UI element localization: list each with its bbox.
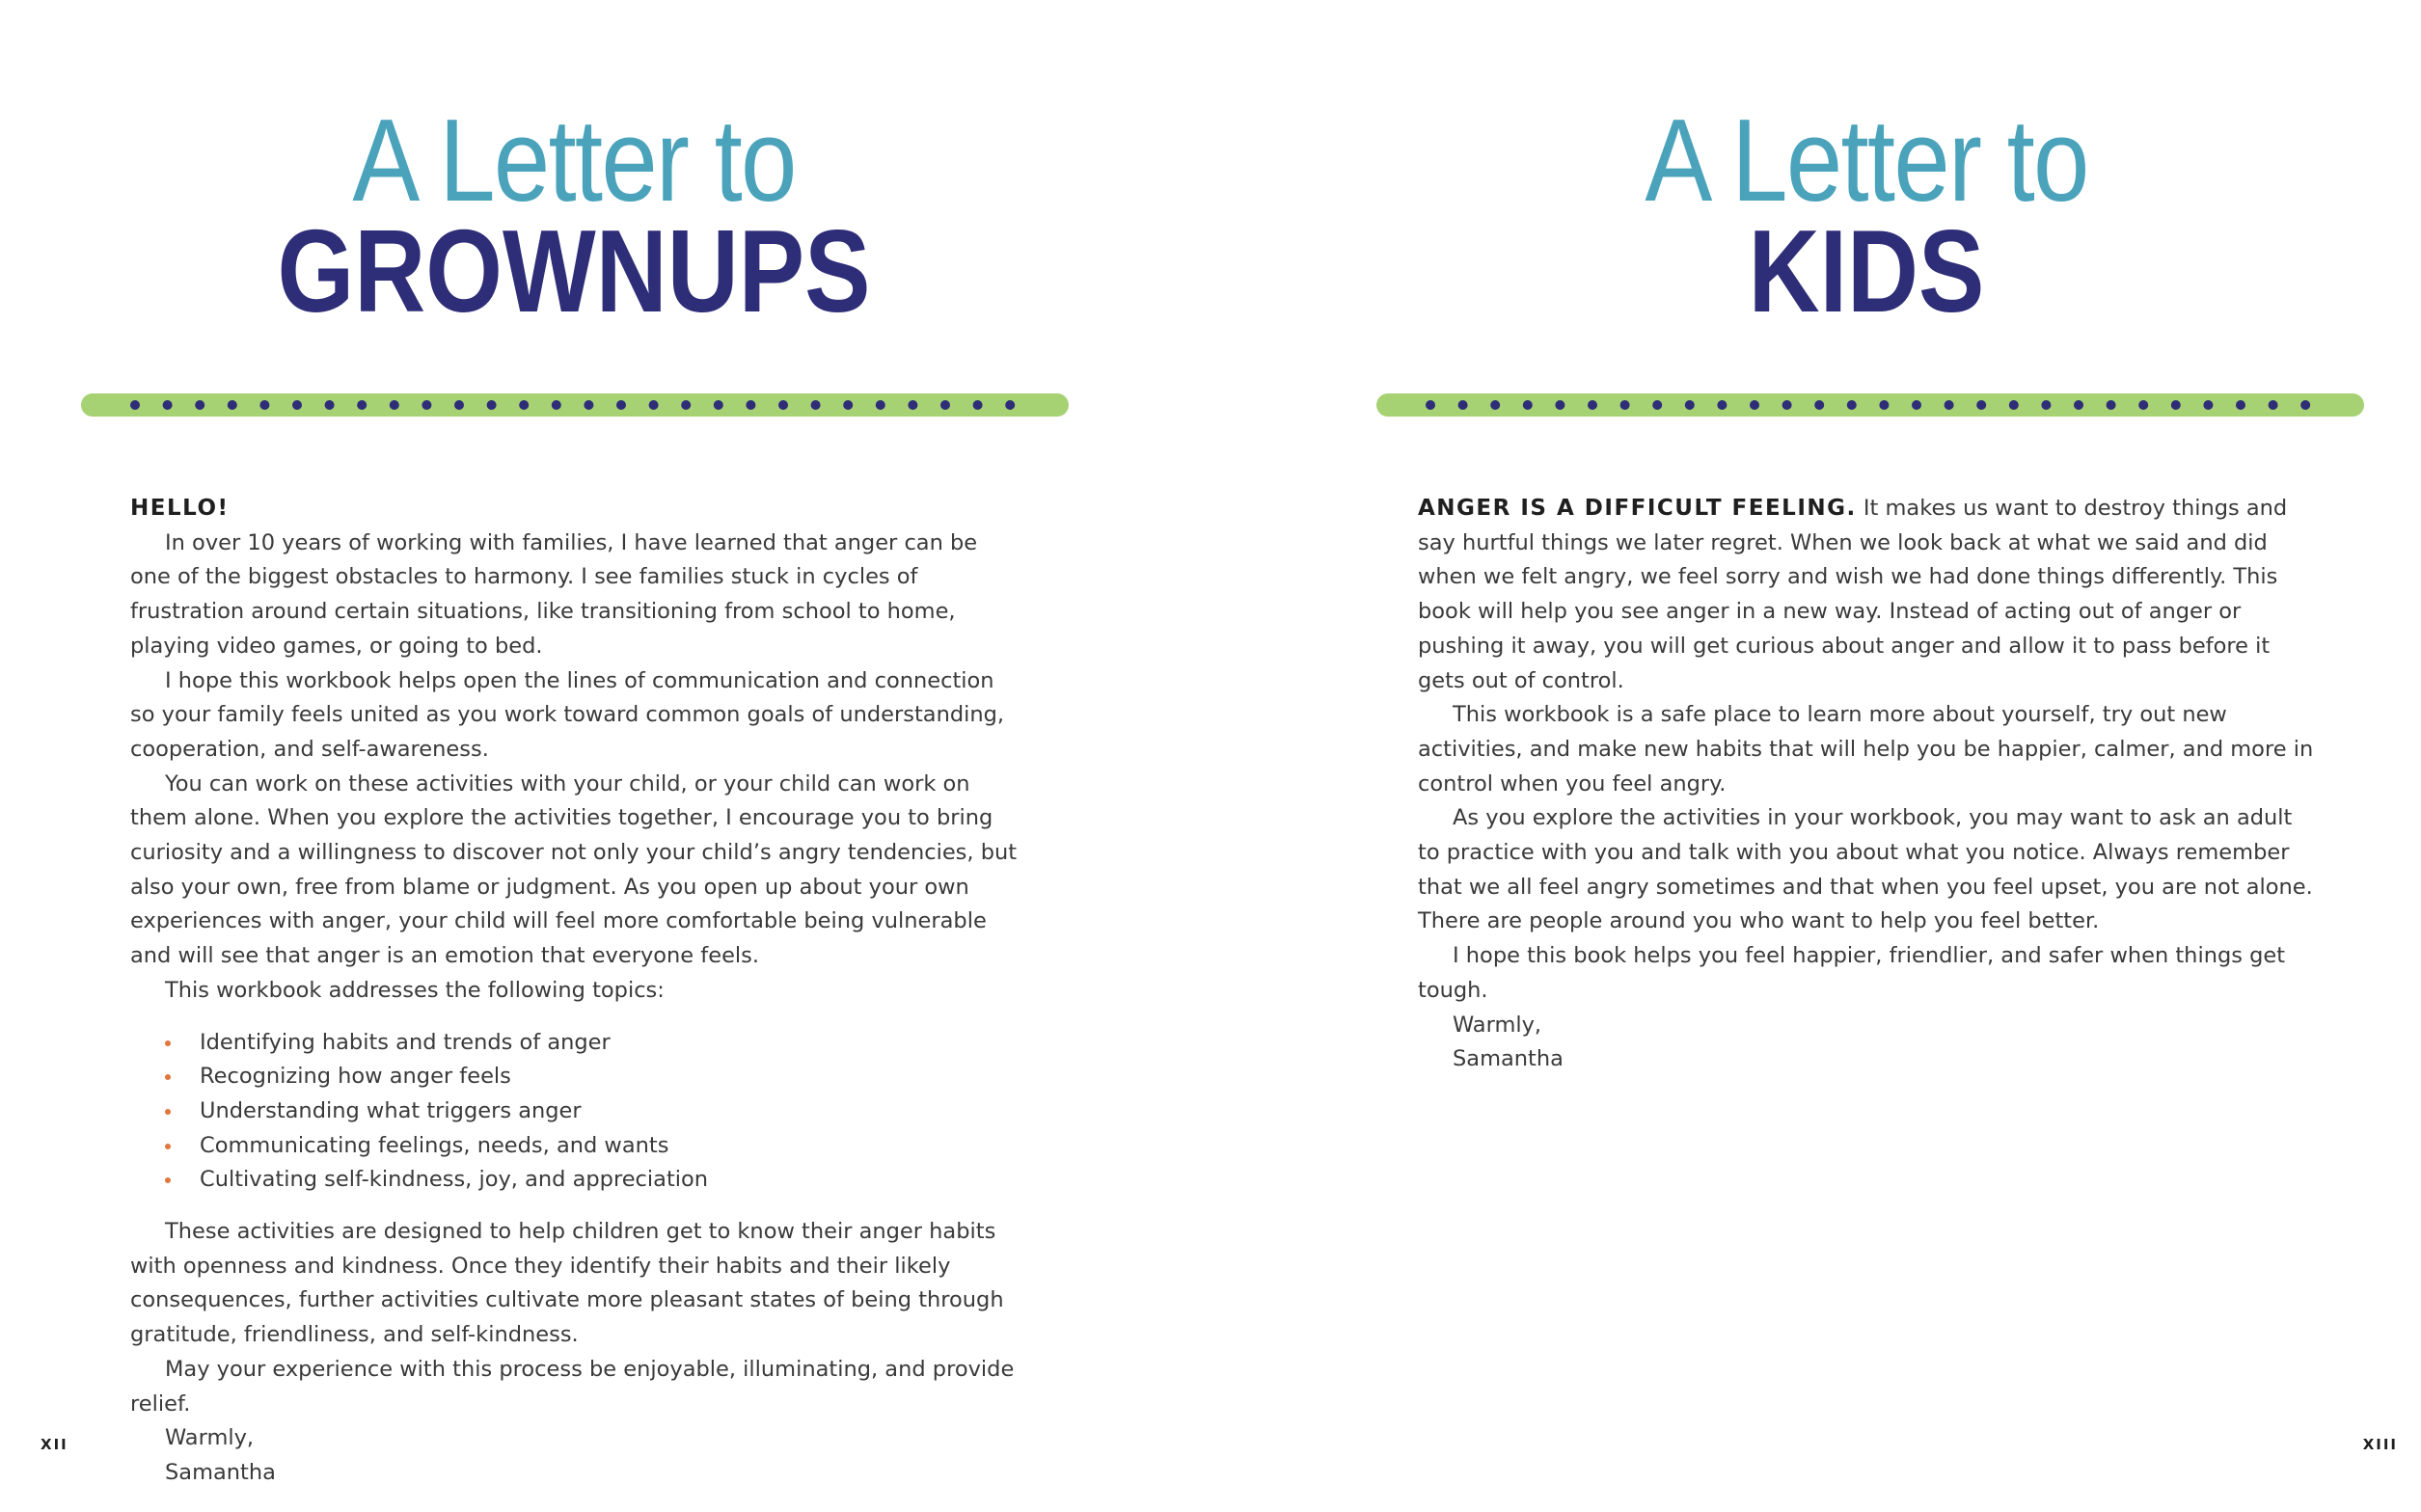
right-page — [1210, 0, 2421, 1512]
topic-text: Understanding what triggers anger — [200, 1097, 582, 1123]
signature: Samantha — [1453, 1046, 1564, 1072]
divider-dot — [908, 400, 917, 410]
list-item — [165, 1094, 1018, 1129]
divider-dot — [422, 400, 431, 410]
divider-dot — [2203, 400, 2213, 410]
divider-dot — [1976, 400, 1986, 410]
divider-dot — [1685, 400, 1695, 410]
right-dotted-divider — [1374, 386, 2366, 424]
divider-dot — [876, 400, 885, 410]
lead-text: It makes us want to destroy things and say hurtful things we later regret. When we look back at what we said and did when we felt angry, we feel sorry and wish we had done things differently. This book will help you see anger in a new way. Instead of acting out of anger or pushing it away, you will get curious about anger and allow it to pass before it gets out of control. — [1418, 496, 2288, 693]
page-number-left: XII — [41, 1436, 68, 1453]
divider-dot — [1426, 400, 1435, 410]
list-item — [165, 1060, 1018, 1094]
list-item — [165, 1026, 1018, 1061]
divider-dot — [1490, 400, 1500, 410]
paragraph-2: I hope this workbook helps open the lines of communication and connection so your family feels united as you work toward common goals of understanding, cooperation, and self-awareness. — [130, 667, 1005, 762]
paragraph-5: These activities are designed to help children get to know their anger habits with openness and kindness. Once they identify their habits and their likely consequences, further activities cultivate more pleasant states of being through gratitude, friendliness, and self-kindness. — [130, 1219, 1004, 1348]
paragraph-2: As you explore the activities in your workbook, you may want to ask an adult to practice with you and talk with you about what you notice. Always remember that we all feel angry sometimes and that when you feel upset, you are not alone. There are people around you who want to help you feel better. — [1418, 805, 2313, 934]
divider-dot — [2107, 400, 2116, 410]
divider-dot — [2009, 400, 2019, 410]
bullet-icon — [165, 1177, 171, 1183]
divider-dot — [1652, 400, 1662, 410]
divider-dot — [1523, 400, 1533, 410]
divider-dot — [778, 400, 788, 410]
divider-dot — [1847, 400, 1857, 410]
bullet-icon — [165, 1040, 171, 1046]
bullet-icon — [165, 1144, 171, 1149]
topic-text: Recognizing how anger feels — [200, 1064, 511, 1090]
bullet-icon — [165, 1074, 171, 1080]
divider-dot — [1912, 400, 1921, 410]
right-title-line2: KIDS — [1748, 205, 1985, 337]
divider-dot — [811, 400, 821, 410]
divider-dot — [259, 400, 269, 410]
divider-dot — [714, 400, 723, 410]
divider-dot — [1555, 400, 1564, 410]
lead-heading: ANGER IS A DIFFICULT FEELING. — [1418, 496, 1857, 521]
closing: Warmly, — [165, 1425, 255, 1451]
list-item — [165, 1129, 1018, 1164]
bullet-icon — [165, 1109, 171, 1115]
divider-dot — [940, 400, 950, 410]
divider-dot — [2074, 400, 2083, 410]
signature: Samantha — [165, 1459, 276, 1485]
divider-dot — [746, 400, 755, 410]
left-title-line1: A Letter to — [352, 94, 796, 226]
paragraph-1: In over 10 years of working with families, I have learned that anger can be one of the biggest obstacles to harmony. I see families stuck in cycles of frustration around certain situations, like transitioning from school to home, playing video games, or going to bed. — [130, 529, 978, 659]
divider-dot — [325, 400, 335, 410]
divider-dot — [1750, 400, 1759, 410]
left-title-line2: GROWNUPS — [277, 205, 871, 337]
divider-dot — [519, 400, 529, 410]
paragraph-4: This workbook addresses the following topics: — [165, 977, 665, 1003]
divider-dot — [228, 400, 237, 410]
divider-dot — [130, 400, 140, 410]
divider-dot — [1588, 400, 1597, 410]
list-item — [165, 1163, 1018, 1198]
divider-dot — [2300, 400, 2310, 410]
divider-dot — [1458, 400, 1468, 410]
letter-to-kids — [1418, 492, 2315, 1077]
left-dotted-divider — [79, 386, 1071, 424]
divider-dot — [2138, 400, 2148, 410]
topic-text: Identifying habits and trends of anger — [200, 1029, 611, 1055]
divider-dot — [2041, 400, 2051, 410]
divider-dot — [195, 400, 204, 410]
left-page — [0, 0, 1210, 1512]
divider-dot — [292, 400, 302, 410]
divider-dot — [357, 400, 367, 410]
divider-dot — [681, 400, 691, 410]
divider-dot — [2171, 400, 2181, 410]
divider-dot — [454, 400, 464, 410]
paragraph-6: May your experience with this process be enjoyable, illuminating, and provide relief. — [130, 1356, 1015, 1417]
divider-dot — [1620, 400, 1630, 410]
divider-dot — [163, 400, 173, 410]
paragraph-3: You can work on these activities with your child, or your child can work on them alone. When you explore the activities together, I encourage you to bring curiosity and a willingness to discover not only your child’s angry tendencies, but also your own, free from blame or judgment. As you open up about your own experiences with anger, your child will feel more comfortable being vulnerable and will see that anger is an emotion that everyone feels. — [130, 770, 1018, 969]
closing: Warmly, — [1453, 1012, 1542, 1038]
divider-dot — [973, 400, 983, 410]
divider-dot — [584, 400, 593, 410]
divider-dot — [487, 400, 497, 410]
divider-dot — [1717, 400, 1727, 410]
divider-dot — [649, 400, 659, 410]
divider-dot — [1945, 400, 1954, 410]
topics-list — [130, 1026, 1018, 1199]
divider-dot — [2236, 400, 2245, 410]
paragraph-lead — [1418, 492, 2315, 698]
divider-dot — [1814, 400, 1824, 410]
divider-dot — [552, 400, 561, 410]
paragraph-3: I hope this book helps you feel happier, friendlier, and safer when things get tough. — [1418, 943, 2286, 1003]
paragraph-1: This workbook is a safe place to learn more about yourself, try out new activities, and make new habits that will help you be happier, calmer, and more in control when you feel angry. — [1418, 702, 2314, 796]
divider-dot — [2269, 400, 2278, 410]
divider-dot — [1879, 400, 1889, 410]
divider-dot — [1782, 400, 1792, 410]
letter-to-grownups — [130, 492, 1018, 1491]
divider-dot — [843, 400, 853, 410]
right-title-line1: A Letter to — [1645, 94, 2088, 226]
divider-dot — [390, 400, 399, 410]
divider-dot — [616, 400, 626, 410]
divider-dot — [1005, 400, 1015, 410]
topic-text: Communicating feelings, needs, and wants — [200, 1132, 669, 1158]
topic-text: Cultivating self-kindness, joy, and appreciation — [200, 1167, 709, 1193]
page-number-right: XIII — [2362, 1436, 2398, 1453]
lead-hello: HELLO! — [130, 496, 230, 521]
